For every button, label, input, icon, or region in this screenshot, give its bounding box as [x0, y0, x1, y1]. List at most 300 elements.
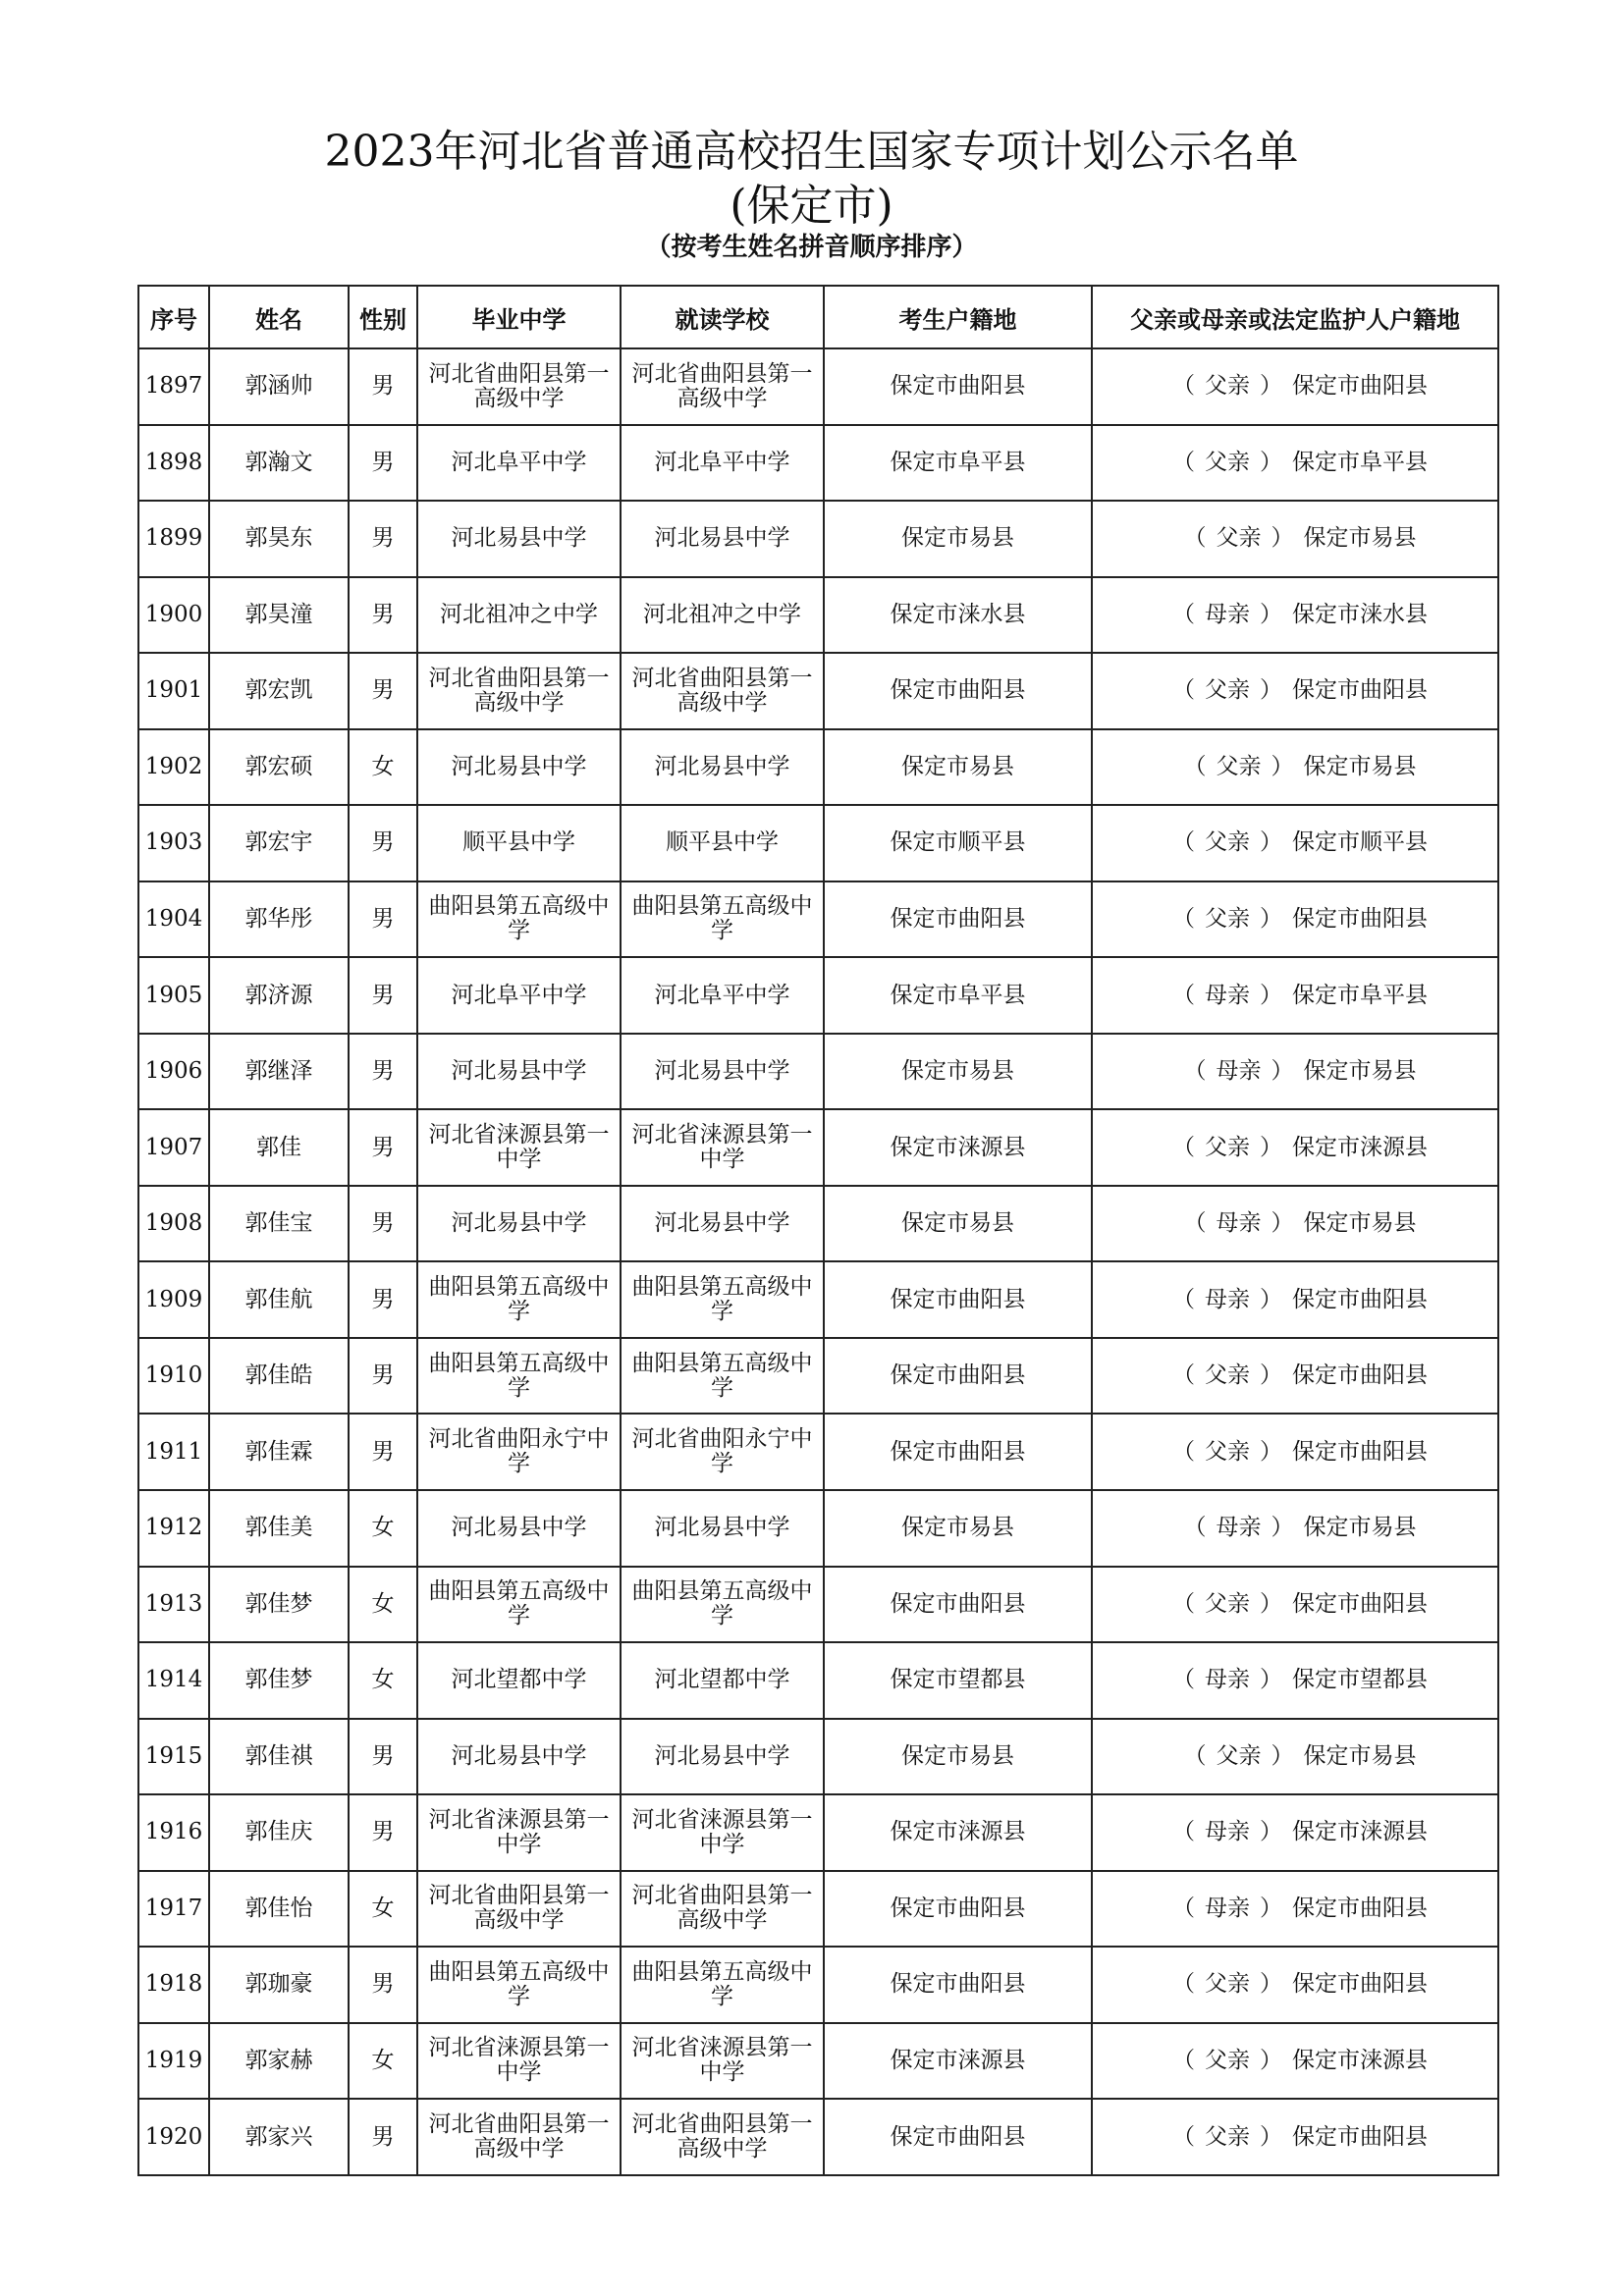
table-row	[138, 1414, 1498, 1490]
guardian-location: 保定市阜平县	[1292, 449, 1428, 475]
table-row	[138, 2023, 1498, 2100]
guardian-relation: 父亲	[1205, 2047, 1250, 2073]
table-row	[138, 1034, 1498, 1110]
cell-grad-school: 河北省曲阳县第一高级中学	[417, 348, 621, 425]
cell-gender: 男	[349, 881, 417, 958]
cell-grad-school: 河北省涞源县第一中学	[417, 2023, 621, 2100]
guardian-relation: 父亲	[1205, 373, 1250, 400]
cell-gender: 男	[349, 425, 417, 502]
cell-name: 郭宏硕	[209, 729, 349, 806]
cell-no: 1920	[138, 2099, 209, 2175]
cell-hukou: 保定市曲阳县	[824, 348, 1092, 425]
guardian-relation: 母亲	[1216, 1058, 1262, 1085]
close-paren: ）	[1271, 525, 1294, 552]
close-paren: ）	[1260, 1362, 1282, 1389]
cell-gender: 女	[349, 1490, 417, 1567]
cell-grad-school: 河北易县中学	[417, 1034, 621, 1110]
cell-grad-school: 曲阳县第五高级中学	[417, 1947, 621, 2023]
cell-current-school: 河北省曲阳县第一高级中学	[621, 1871, 824, 1948]
guardian-location: 保定市涞源县	[1292, 2047, 1428, 2073]
table-row	[138, 729, 1498, 806]
close-paren: ）	[1260, 1667, 1282, 1693]
cell-current-school: 河北省涞源县第一中学	[621, 2023, 824, 2100]
cell-no: 1906	[138, 1034, 209, 1110]
cell-hukou: 保定市曲阳县	[824, 1261, 1092, 1338]
cell-no: 1899	[138, 501, 209, 577]
guardian-location: 保定市易县	[1303, 1058, 1417, 1085]
cell-guardian-hukou	[1092, 881, 1498, 958]
cell-guardian-hukou	[1092, 348, 1498, 425]
guardian-location: 保定市曲阳县	[1292, 373, 1428, 400]
cell-guardian-hukou	[1092, 2099, 1498, 2175]
open-paren: （	[1172, 373, 1195, 400]
cell-current-school: 河北阜平中学	[621, 425, 824, 502]
open-paren: （	[1172, 601, 1195, 627]
cell-current-school: 河北易县中学	[621, 729, 824, 806]
cell-hukou: 保定市曲阳县	[824, 881, 1092, 958]
guardian-relation: 母亲	[1216, 1210, 1262, 1237]
header-gender: 性别	[349, 286, 417, 348]
cell-name: 郭华彤	[209, 881, 349, 958]
guardian-location: 保定市曲阳县	[1292, 1362, 1428, 1389]
cell-grad-school: 河北易县中学	[417, 1490, 621, 1567]
cell-hukou: 保定市曲阳县	[824, 2099, 1092, 2175]
cell-guardian-hukou	[1092, 501, 1498, 577]
guardian-relation: 父亲	[1216, 525, 1262, 552]
cell-guardian-hukou	[1092, 805, 1498, 881]
cell-gender: 男	[349, 1186, 417, 1262]
close-paren: ）	[1260, 1819, 1282, 1845]
cell-current-school: 河北易县中学	[621, 501, 824, 577]
guardian-relation: 父亲	[1205, 449, 1250, 475]
table-row	[138, 348, 1498, 425]
cell-name: 郭昊潼	[209, 577, 349, 654]
cell-gender: 女	[349, 1567, 417, 1643]
table-row	[138, 1109, 1498, 1186]
cell-guardian-hukou	[1092, 729, 1498, 806]
guardian-location: 保定市涞源县	[1292, 1819, 1428, 1845]
close-paren: ）	[1271, 1515, 1294, 1541]
cell-name: 郭瀚文	[209, 425, 349, 502]
cell-no: 1919	[138, 2023, 209, 2100]
document-subtitle: (保定市)	[730, 181, 893, 231]
cell-grad-school: 曲阳县第五高级中学	[417, 1338, 621, 1415]
cell-no: 1902	[138, 729, 209, 806]
cell-no: 1909	[138, 1261, 209, 1338]
cell-grad-school: 河北祖冲之中学	[417, 577, 621, 654]
guardian-location: 保定市曲阳县	[1292, 905, 1428, 932]
cell-current-school: 河北省曲阳县第一高级中学	[621, 348, 824, 425]
cell-current-school: 河北省曲阳县第一高级中学	[621, 653, 824, 729]
open-paren: （	[1172, 1438, 1195, 1465]
cell-hukou: 保定市涞源县	[824, 1109, 1092, 1186]
close-paren: ）	[1260, 905, 1282, 932]
cell-no: 1913	[138, 1567, 209, 1643]
close-paren: ）	[1260, 677, 1282, 704]
cell-grad-school: 顺平县中学	[417, 805, 621, 881]
cell-guardian-hukou	[1092, 1034, 1498, 1110]
cell-gender: 男	[349, 653, 417, 729]
cell-grad-school: 河北易县中学	[417, 1186, 621, 1262]
close-paren: ）	[1260, 1895, 1282, 1921]
cell-gender: 男	[349, 2099, 417, 2175]
cell-no: 1897	[138, 348, 209, 425]
open-paren: （	[1183, 1515, 1207, 1541]
cell-hukou: 保定市易县	[824, 729, 1092, 806]
guardian-location: 保定市曲阳县	[1292, 1438, 1428, 1465]
open-paren: （	[1172, 2123, 1195, 2150]
document-title: 2023年河北省普通高校招生国家专项计划公示名单	[324, 127, 1299, 177]
header-guardian-hukou: 父亲或母亲或法定监护人户籍地	[1092, 286, 1498, 348]
cell-hukou: 保定市曲阳县	[824, 653, 1092, 729]
guardian-location: 保定市望都县	[1292, 1667, 1428, 1693]
sort-note: （按考生姓名拼音顺序排序）	[645, 233, 978, 262]
cell-current-school: 曲阳县第五高级中学	[621, 1947, 824, 2023]
cell-gender: 男	[349, 1794, 417, 1871]
cell-hukou: 保定市易县	[824, 1719, 1092, 1795]
close-paren: ）	[1260, 1286, 1282, 1312]
table-row	[138, 1567, 1498, 1643]
guardian-location: 保定市涞水县	[1292, 601, 1428, 627]
guardian-relation: 母亲	[1205, 982, 1250, 1008]
guardian-relation: 父亲	[1205, 1971, 1250, 1998]
guardian-location: 保定市曲阳县	[1292, 1590, 1428, 1617]
header-grad-school: 毕业中学	[417, 286, 621, 348]
close-paren: ）	[1271, 1742, 1294, 1769]
cell-no: 1915	[138, 1719, 209, 1795]
open-paren: （	[1172, 677, 1195, 704]
roster-table	[137, 285, 1499, 2176]
cell-guardian-hukou	[1092, 1490, 1498, 1567]
cell-name: 郭佳梦	[209, 1567, 349, 1643]
open-paren: （	[1172, 1134, 1195, 1160]
cell-hukou: 保定市阜平县	[824, 957, 1092, 1034]
cell-guardian-hukou	[1092, 1567, 1498, 1643]
cell-guardian-hukou	[1092, 2023, 1498, 2100]
cell-no: 1918	[138, 1947, 209, 2023]
cell-grad-school: 河北省曲阳永宁中学	[417, 1414, 621, 1490]
cell-no: 1910	[138, 1338, 209, 1415]
guardian-location: 保定市易县	[1303, 1210, 1417, 1237]
open-paren: （	[1172, 1971, 1195, 1998]
guardian-location: 保定市易县	[1303, 1515, 1417, 1541]
open-paren: （	[1172, 1895, 1195, 1921]
cell-gender: 女	[349, 729, 417, 806]
cell-current-school: 河北省涞源县第一中学	[621, 1109, 824, 1186]
guardian-relation: 父亲	[1216, 753, 1262, 779]
guardian-relation: 父亲	[1205, 2123, 1250, 2150]
cell-current-school: 曲阳县第五高级中学	[621, 1338, 824, 1415]
cell-name: 郭继泽	[209, 1034, 349, 1110]
cell-grad-school: 曲阳县第五高级中学	[417, 1261, 621, 1338]
cell-hukou: 保定市涞源县	[824, 2023, 1092, 2100]
guardian-relation: 父亲	[1205, 1362, 1250, 1389]
cell-current-school: 曲阳县第五高级中学	[621, 1567, 824, 1643]
table-row	[138, 653, 1498, 729]
cell-current-school: 顺平县中学	[621, 805, 824, 881]
cell-no: 1908	[138, 1186, 209, 1262]
cell-guardian-hukou	[1092, 1186, 1498, 1262]
cell-no: 1905	[138, 957, 209, 1034]
guardian-relation: 母亲	[1205, 1895, 1250, 1921]
cell-guardian-hukou	[1092, 1414, 1498, 1490]
cell-name: 郭佳美	[209, 1490, 349, 1567]
cell-gender: 男	[349, 957, 417, 1034]
cell-name: 郭家赫	[209, 2023, 349, 2100]
cell-hukou: 保定市易县	[824, 1186, 1092, 1262]
cell-hukou: 保定市望都县	[824, 1642, 1092, 1719]
guardian-location: 保定市阜平县	[1292, 982, 1428, 1008]
cell-no: 1907	[138, 1109, 209, 1186]
cell-guardian-hukou	[1092, 957, 1498, 1034]
cell-gender: 男	[349, 1719, 417, 1795]
cell-hukou: 保定市涞水县	[824, 577, 1092, 654]
cell-name: 郭佳	[209, 1109, 349, 1186]
cell-no: 1911	[138, 1414, 209, 1490]
cell-hukou: 保定市曲阳县	[824, 1871, 1092, 1948]
cell-guardian-hukou	[1092, 1719, 1498, 1795]
table-row	[138, 2099, 1498, 2175]
open-paren: （	[1183, 1210, 1207, 1237]
header-hukou: 考生户籍地	[824, 286, 1092, 348]
guardian-relation: 父亲	[1205, 1590, 1250, 1617]
cell-grad-school: 河北省涞源县第一中学	[417, 1794, 621, 1871]
cell-gender: 男	[349, 501, 417, 577]
close-paren: ）	[1260, 829, 1282, 856]
cell-guardian-hukou	[1092, 425, 1498, 502]
guardian-location: 保定市涞源县	[1292, 1134, 1428, 1160]
cell-hukou: 保定市涞源县	[824, 1794, 1092, 1871]
cell-hukou: 保定市易县	[824, 1034, 1092, 1110]
cell-no: 1917	[138, 1871, 209, 1948]
cell-no: 1898	[138, 425, 209, 502]
cell-hukou: 保定市易县	[824, 1490, 1092, 1567]
close-paren: ）	[1260, 373, 1282, 400]
cell-name: 郭珈豪	[209, 1947, 349, 2023]
cell-gender: 男	[349, 805, 417, 881]
cell-gender: 女	[349, 1642, 417, 1719]
close-paren: ）	[1271, 753, 1294, 779]
cell-current-school: 河北望都中学	[621, 1642, 824, 1719]
table-header-row	[138, 286, 1498, 348]
cell-no: 1900	[138, 577, 209, 654]
cell-guardian-hukou	[1092, 1642, 1498, 1719]
guardian-relation: 母亲	[1216, 1515, 1262, 1541]
cell-hukou: 保定市顺平县	[824, 805, 1092, 881]
open-paren: （	[1172, 1286, 1195, 1312]
open-paren: （	[1172, 449, 1195, 475]
cell-guardian-hukou	[1092, 1261, 1498, 1338]
cell-current-school: 曲阳县第五高级中学	[621, 1261, 824, 1338]
table-row	[138, 501, 1498, 577]
cell-grad-school: 河北易县中学	[417, 501, 621, 577]
cell-current-school: 河北易县中学	[621, 1719, 824, 1795]
open-paren: （	[1172, 1819, 1195, 1845]
cell-hukou: 保定市阜平县	[824, 425, 1092, 502]
cell-name: 郭佳宝	[209, 1186, 349, 1262]
cell-current-school: 河北省曲阳永宁中学	[621, 1414, 824, 1490]
open-paren: （	[1172, 1667, 1195, 1693]
cell-grad-school: 河北省曲阳县第一高级中学	[417, 1871, 621, 1948]
cell-gender: 女	[349, 1871, 417, 1948]
open-paren: （	[1172, 829, 1195, 856]
guardian-relation: 父亲	[1205, 677, 1250, 704]
close-paren: ）	[1260, 1971, 1282, 1998]
cell-gender: 男	[349, 577, 417, 654]
cell-guardian-hukou	[1092, 1947, 1498, 2023]
table-body	[138, 348, 1498, 2175]
cell-no: 1916	[138, 1794, 209, 1871]
cell-gender: 男	[349, 1947, 417, 2023]
cell-grad-school: 河北易县中学	[417, 729, 621, 806]
cell-current-school: 河北易县中学	[621, 1490, 824, 1567]
cell-name: 郭家兴	[209, 2099, 349, 2175]
guardian-relation: 母亲	[1205, 1819, 1250, 1845]
close-paren: ）	[1260, 1438, 1282, 1465]
cell-no: 1904	[138, 881, 209, 958]
cell-grad-school: 河北易县中学	[417, 1719, 621, 1795]
guardian-relation: 母亲	[1205, 1667, 1250, 1693]
guardian-location: 保定市曲阳县	[1292, 1895, 1428, 1921]
open-paren: （	[1172, 1590, 1195, 1617]
cell-grad-school: 河北省曲阳县第一高级中学	[417, 653, 621, 729]
cell-name: 郭佳航	[209, 1261, 349, 1338]
cell-guardian-hukou	[1092, 1794, 1498, 1871]
cell-gender: 男	[349, 1338, 417, 1415]
table-row	[138, 1719, 1498, 1795]
cell-hukou: 保定市曲阳县	[824, 1947, 1092, 2023]
table-row	[138, 1642, 1498, 1719]
cell-guardian-hukou	[1092, 653, 1498, 729]
close-paren: ）	[1271, 1058, 1294, 1085]
table-row	[138, 1186, 1498, 1262]
cell-current-school: 河北省涞源县第一中学	[621, 1794, 824, 1871]
cell-name: 郭佳梦	[209, 1642, 349, 1719]
cell-no: 1912	[138, 1490, 209, 1567]
guardian-relation: 母亲	[1205, 601, 1250, 627]
cell-hukou: 保定市曲阳县	[824, 1414, 1092, 1490]
guardian-location: 保定市易县	[1303, 525, 1417, 552]
cell-gender: 男	[349, 1414, 417, 1490]
cell-no: 1903	[138, 805, 209, 881]
guardian-relation: 母亲	[1205, 1286, 1250, 1312]
cell-grad-school: 河北省曲阳县第一高级中学	[417, 2099, 621, 2175]
table-row	[138, 1490, 1498, 1567]
cell-name: 郭涵帅	[209, 348, 349, 425]
table-row	[138, 577, 1498, 654]
cell-name: 郭昊东	[209, 501, 349, 577]
guardian-relation: 父亲	[1205, 829, 1250, 856]
guardian-location: 保定市曲阳县	[1292, 1286, 1428, 1312]
cell-name: 郭宏凯	[209, 653, 349, 729]
guardian-location: 保定市曲阳县	[1292, 2123, 1428, 2150]
cell-grad-school: 河北望都中学	[417, 1642, 621, 1719]
cell-guardian-hukou	[1092, 577, 1498, 654]
cell-name: 郭济源	[209, 957, 349, 1034]
cell-guardian-hukou	[1092, 1338, 1498, 1415]
guardian-location: 保定市顺平县	[1292, 829, 1428, 856]
cell-gender: 男	[349, 1109, 417, 1186]
close-paren: ）	[1260, 1590, 1282, 1617]
cell-current-school: 河北易县中学	[621, 1186, 824, 1262]
cell-gender: 女	[349, 2023, 417, 2100]
close-paren: ）	[1260, 2123, 1282, 2150]
table-row	[138, 1338, 1498, 1415]
cell-hukou: 保定市曲阳县	[824, 1338, 1092, 1415]
guardian-relation: 父亲	[1216, 1742, 1262, 1769]
cell-gender: 男	[349, 1034, 417, 1110]
table-row	[138, 805, 1498, 881]
table-row	[138, 957, 1498, 1034]
cell-no: 1914	[138, 1642, 209, 1719]
open-paren: （	[1183, 753, 1207, 779]
close-paren: ）	[1271, 1210, 1294, 1237]
guardian-relation: 父亲	[1205, 1438, 1250, 1465]
guardian-location: 保定市曲阳县	[1292, 677, 1428, 704]
open-paren: （	[1172, 982, 1195, 1008]
cell-grad-school: 河北阜平中学	[417, 957, 621, 1034]
open-paren: （	[1172, 1362, 1195, 1389]
cell-grad-school: 河北阜平中学	[417, 425, 621, 502]
open-paren: （	[1183, 525, 1207, 552]
cell-grad-school: 曲阳县第五高级中学	[417, 881, 621, 958]
guardian-location: 保定市易县	[1303, 753, 1417, 779]
table-row	[138, 881, 1498, 958]
cell-current-school: 河北易县中学	[621, 1034, 824, 1110]
cell-grad-school: 曲阳县第五高级中学	[417, 1567, 621, 1643]
close-paren: ）	[1260, 982, 1282, 1008]
guardian-relation: 父亲	[1205, 905, 1250, 932]
cell-current-school: 曲阳县第五高级中学	[621, 881, 824, 958]
header-current-school: 就读学校	[621, 286, 824, 348]
cell-current-school: 河北省曲阳县第一高级中学	[621, 2099, 824, 2175]
guardian-location: 保定市易县	[1303, 1742, 1417, 1769]
close-paren: ）	[1260, 449, 1282, 475]
cell-gender: 男	[349, 348, 417, 425]
cell-name: 郭宏宇	[209, 805, 349, 881]
cell-name: 郭佳皓	[209, 1338, 349, 1415]
table-row	[138, 1794, 1498, 1871]
cell-current-school: 河北阜平中学	[621, 957, 824, 1034]
cell-guardian-hukou	[1092, 1109, 1498, 1186]
header-name: 姓名	[209, 286, 349, 348]
header-no: 序号	[138, 286, 209, 348]
table-row	[138, 1947, 1498, 2023]
cell-name: 郭佳祺	[209, 1719, 349, 1795]
guardian-relation: 父亲	[1205, 1134, 1250, 1160]
guardian-location: 保定市曲阳县	[1292, 1971, 1428, 1998]
table-row	[138, 1261, 1498, 1338]
close-paren: ）	[1260, 601, 1282, 627]
open-paren: （	[1172, 905, 1195, 932]
open-paren: （	[1183, 1058, 1207, 1085]
cell-name: 郭佳霖	[209, 1414, 349, 1490]
cell-gender: 男	[349, 1261, 417, 1338]
cell-current-school: 河北祖冲之中学	[621, 577, 824, 654]
cell-grad-school: 河北省涞源县第一中学	[417, 1109, 621, 1186]
cell-no: 1901	[138, 653, 209, 729]
table-row	[138, 425, 1498, 502]
cell-hukou: 保定市曲阳县	[824, 1567, 1092, 1643]
cell-name: 郭佳怡	[209, 1871, 349, 1948]
open-paren: （	[1172, 2047, 1195, 2073]
table-row	[138, 1871, 1498, 1948]
open-paren: （	[1183, 1742, 1207, 1769]
cell-hukou: 保定市易县	[824, 501, 1092, 577]
close-paren: ）	[1260, 2047, 1282, 2073]
close-paren: ）	[1260, 1134, 1282, 1160]
cell-guardian-hukou	[1092, 1871, 1498, 1948]
